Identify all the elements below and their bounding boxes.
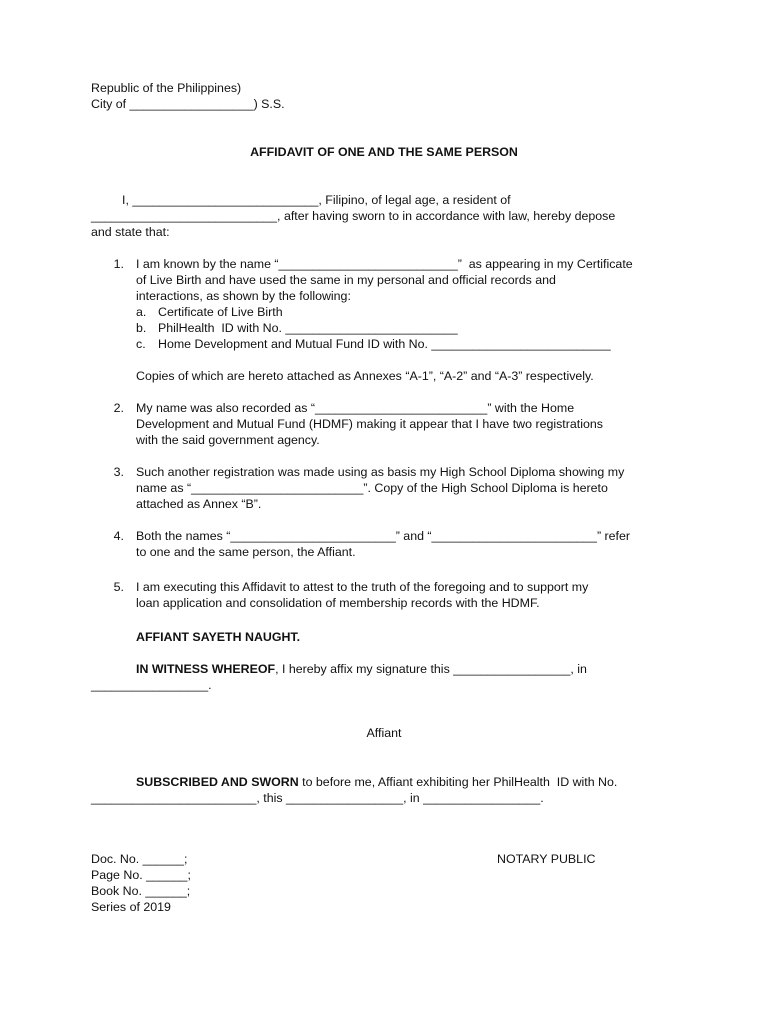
subitem-letter: b. bbox=[136, 321, 147, 335]
subitem-text: Certificate of Live Birth bbox=[158, 305, 283, 319]
item-3-line-2: name as “_________________________”. Copy of the High School Diploma is hereto bbox=[136, 481, 608, 495]
series: Series of 2019 bbox=[91, 900, 171, 914]
witness-line-1 bbox=[136, 661, 587, 677]
subscribed-rest: to before me, Affiant exhibiting her PhilHealth ID with No. bbox=[298, 775, 618, 789]
header-republic: Republic of the Philippines) bbox=[91, 81, 242, 95]
item-number: 4. bbox=[113, 529, 124, 543]
item-3-line-3: attached as Annex “B”. bbox=[136, 497, 262, 511]
intro-line-3: and state that: bbox=[91, 225, 170, 239]
subitem-letter: a. bbox=[136, 305, 147, 319]
intro-line-2: ___________________________, after having sworn to in accordance with law, hereby depose bbox=[91, 209, 616, 223]
item-1-line-3: interactions, as shown by the following: bbox=[136, 289, 351, 303]
affiant-sayeth-naught: AFFIANT SAYETH NAUGHT. bbox=[136, 630, 301, 644]
subitem-letter: c. bbox=[136, 337, 146, 351]
item-1-line-1: I am known by the name “__________________________” as appearing in my Certificate bbox=[136, 257, 633, 271]
item-3-line-1: Such another registration was made using as basis my High School Diploma showing my bbox=[136, 465, 625, 479]
item-2-line-2: Development and Mutual Fund (HDMF) making it appear that I have two registrations bbox=[136, 417, 603, 431]
subitem-text: Home Development and Mutual Fund ID with No. __________________________ bbox=[158, 337, 611, 351]
item-5-line-2: loan application and consolidation of membership records with the HDMF. bbox=[136, 596, 540, 610]
item-number: 1. bbox=[113, 257, 124, 271]
page-no: Page No. ______; bbox=[91, 868, 191, 882]
item-number: 5. bbox=[113, 580, 124, 594]
document-title: AFFIDAVIT OF ONE AND THE SAME PERSON bbox=[250, 145, 518, 159]
item-number: 2. bbox=[113, 401, 124, 415]
item-number: 3. bbox=[113, 465, 124, 479]
subitem-text: PhilHealth ID with No. _________________________ bbox=[158, 321, 458, 335]
subscribed-line-2: ________________________, this _________________, in _________________. bbox=[91, 791, 544, 805]
item-2-line-3: with the said government agency. bbox=[136, 433, 320, 447]
item-4-line-1: Both the names “________________________” and “________________________” refer bbox=[136, 529, 630, 543]
intro-line-1: I, ___________________________, Filipino, of legal age, a resident of bbox=[122, 193, 511, 207]
affiant-label: Affiant bbox=[366, 726, 402, 740]
subscribed-line-1 bbox=[136, 774, 617, 790]
item-1-line-2: of Live Birth and have used the same in my personal and official records and bbox=[136, 273, 556, 287]
witness-rest: , I hereby affix my signature this _________________, in bbox=[275, 662, 587, 676]
annex-note: Copies of which are hereto attached as Annexes “A-1”, “A-2” and “A-3” respectively. bbox=[136, 369, 594, 383]
doc-no: Doc. No. ______; bbox=[91, 852, 188, 866]
notary-public: NOTARY PUBLIC bbox=[497, 852, 596, 866]
item-2-line-1: My name was also recorded as “_________________________” with the Home bbox=[136, 401, 575, 415]
book-no: Book No. ______; bbox=[91, 884, 191, 898]
header-city: City of __________________) S.S. bbox=[91, 97, 285, 111]
subscribed-bold: SUBSCRIBED AND SWORN bbox=[136, 775, 299, 789]
witness-bold: IN WITNESS WHEREOF bbox=[136, 662, 276, 676]
item-4-line-2: to one and the same person, the Affiant. bbox=[136, 545, 356, 559]
witness-line-2: _________________. bbox=[91, 678, 212, 692]
item-5-line-1: I am executing this Affidavit to attest to the truth of the foregoing and to support my bbox=[136, 580, 589, 594]
